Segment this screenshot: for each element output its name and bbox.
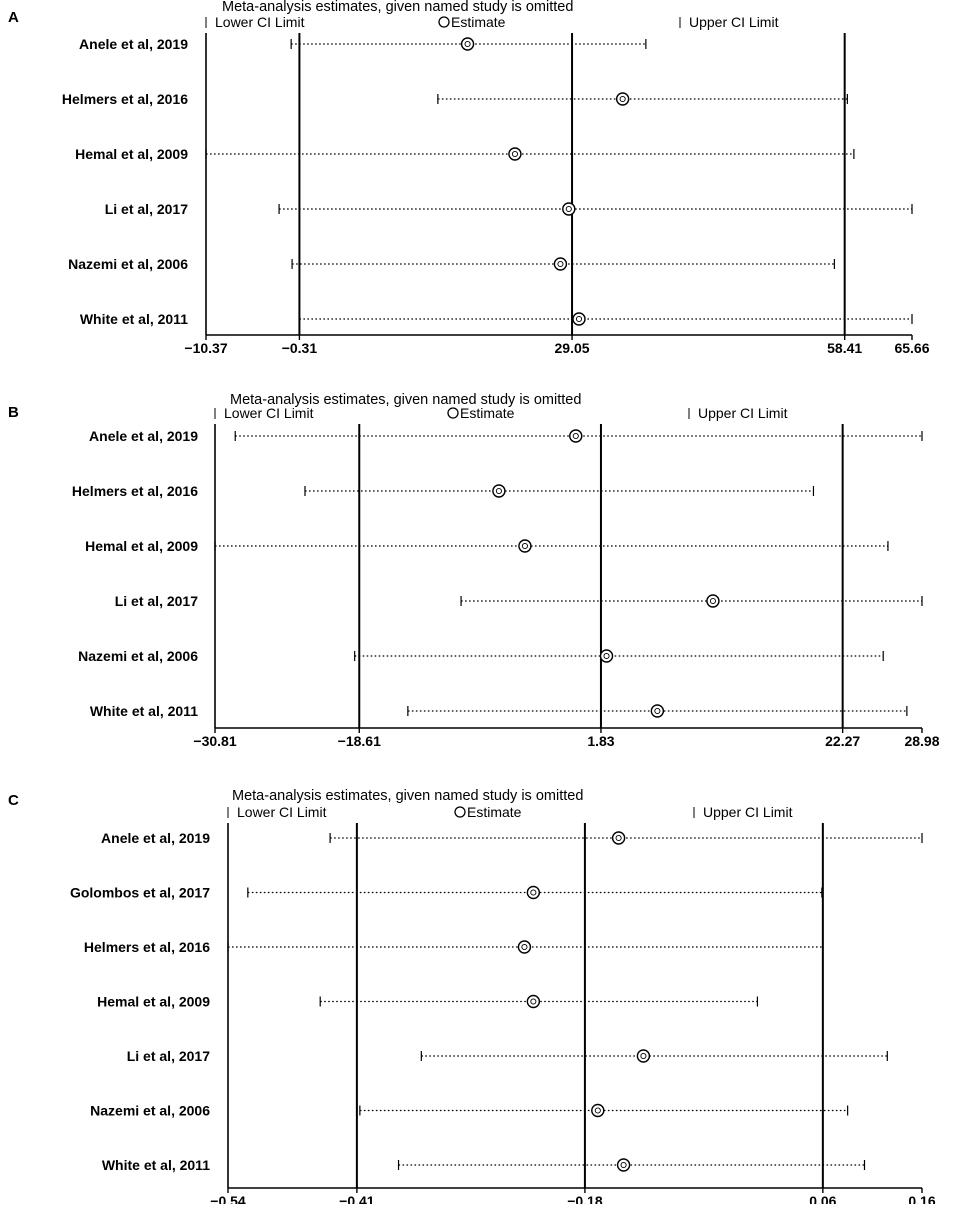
study-row	[102, 1157, 865, 1173]
estimate-marker	[563, 203, 575, 215]
legend-estimate-label: Estimate	[451, 14, 506, 30]
study-row	[90, 1103, 848, 1119]
legend-lower-label: Lower CI Limit	[237, 804, 327, 820]
x-tick-label: 0.16	[908, 1193, 936, 1204]
study-row	[70, 885, 822, 901]
study-label: Anele et al, 2019	[101, 830, 210, 846]
study-row	[89, 428, 922, 444]
estimate-marker	[573, 313, 585, 325]
study-row	[62, 91, 847, 107]
estimate-marker	[592, 1105, 604, 1117]
study-label: Li et al, 2017	[126, 1048, 210, 1064]
study-label: Hemal et al, 2009	[85, 538, 198, 554]
estimate-marker	[617, 93, 629, 105]
legend-estimate-label: Estimate	[467, 804, 522, 820]
study-label: Anele et al, 2019	[79, 36, 188, 52]
estimate-marker	[518, 941, 530, 953]
x-tick-label: 29.05	[554, 340, 590, 356]
x-tick-label: −0.54	[210, 1193, 246, 1204]
estimate-marker	[509, 148, 521, 160]
legend-upper-label: Upper CI Limit	[698, 405, 788, 421]
chart-title: Meta-analysis estimates, given named study is omitted	[222, 0, 574, 15]
study-label: Nazemi et al, 2006	[90, 1102, 210, 1119]
estimate-marker	[462, 38, 474, 50]
estimate-marker	[618, 1159, 630, 1171]
study-label: White et al, 2011	[101, 1157, 210, 1173]
panel-label: C	[8, 792, 19, 809]
legend-upper-label: Upper CI Limit	[703, 804, 793, 820]
x-tick-label: 65.66	[894, 340, 930, 356]
legend-estimate-marker	[448, 408, 458, 418]
chart-title: Meta-analysis estimates, given named study is omitted	[230, 392, 582, 408]
x-tick-label: 28.98	[904, 733, 940, 749]
study-label: White et al, 2011	[89, 703, 198, 719]
study-label: Helmers et al, 2016	[83, 939, 210, 955]
study-row	[105, 201, 912, 217]
estimate-marker	[554, 258, 566, 270]
x-tick-label: −18.61	[337, 733, 381, 749]
panel-label: A	[8, 9, 19, 26]
panel-b	[8, 392, 940, 749]
study-label: Hemal et al, 2009	[75, 146, 188, 162]
x-tick-label: 0.06	[809, 1193, 837, 1204]
study-label: Golombos et al, 2017	[69, 884, 210, 901]
x-tick-label: 1.83	[587, 733, 615, 749]
study-label: Helmers et al, 2016	[71, 483, 198, 499]
legend-estimate-marker	[439, 17, 449, 27]
study-label: White et al, 2011	[79, 311, 188, 327]
study-label: Li et al, 2017	[114, 593, 198, 609]
study-row	[101, 830, 922, 846]
study-label: Nazemi et al, 2006	[78, 648, 198, 664]
estimate-marker	[527, 996, 539, 1008]
estimate-marker	[707, 595, 719, 607]
x-tick-label: −10.37	[184, 340, 228, 356]
legend-upper-label: Upper CI Limit	[689, 14, 779, 30]
x-tick-label: −0.41	[339, 1193, 375, 1204]
study-row	[78, 648, 883, 664]
estimate-marker	[601, 650, 613, 662]
study-label: Nazemi et al, 2006	[68, 256, 188, 272]
x-tick-label: −0.31	[281, 340, 318, 356]
x-tick-label: −30.81	[193, 733, 237, 749]
study-row	[127, 1048, 888, 1064]
legend-lower-label: Lower CI Limit	[224, 405, 314, 421]
study-row	[90, 703, 907, 719]
study-row	[72, 483, 814, 499]
study-row	[80, 311, 912, 327]
estimate-marker	[527, 887, 539, 899]
x-tick-label: 22.27	[825, 733, 861, 749]
panel-a	[8, 0, 930, 356]
estimate-marker	[493, 485, 505, 497]
study-label: Hemal et al, 2009	[97, 993, 210, 1010]
study-label: Anele et al, 2019	[89, 428, 198, 444]
study-row	[97, 994, 757, 1010]
study-row	[68, 256, 834, 272]
study-label: Helmers et al, 2016	[61, 91, 188, 107]
estimate-marker	[613, 832, 625, 844]
study-row	[85, 538, 888, 554]
x-tick-label: −0.18	[567, 1193, 603, 1204]
panel-label: B	[8, 404, 19, 421]
estimate-marker	[651, 705, 663, 717]
study-row	[84, 939, 823, 955]
panel-c	[8, 788, 936, 1204]
study-row	[115, 593, 922, 609]
study-row	[79, 36, 646, 52]
estimate-marker	[570, 430, 582, 442]
estimate-marker	[637, 1050, 649, 1062]
legend-lower-label: Lower CI Limit	[215, 14, 305, 30]
x-tick-label: 58.41	[827, 340, 863, 356]
study-label: Li et al, 2017	[104, 201, 188, 217]
chart-title: Meta-analysis estimates, given named study is omitted	[232, 788, 584, 804]
legend-estimate-marker	[455, 807, 465, 817]
estimate-marker	[519, 540, 531, 552]
study-row	[75, 146, 854, 162]
legend-estimate-label: Estimate	[460, 405, 515, 421]
